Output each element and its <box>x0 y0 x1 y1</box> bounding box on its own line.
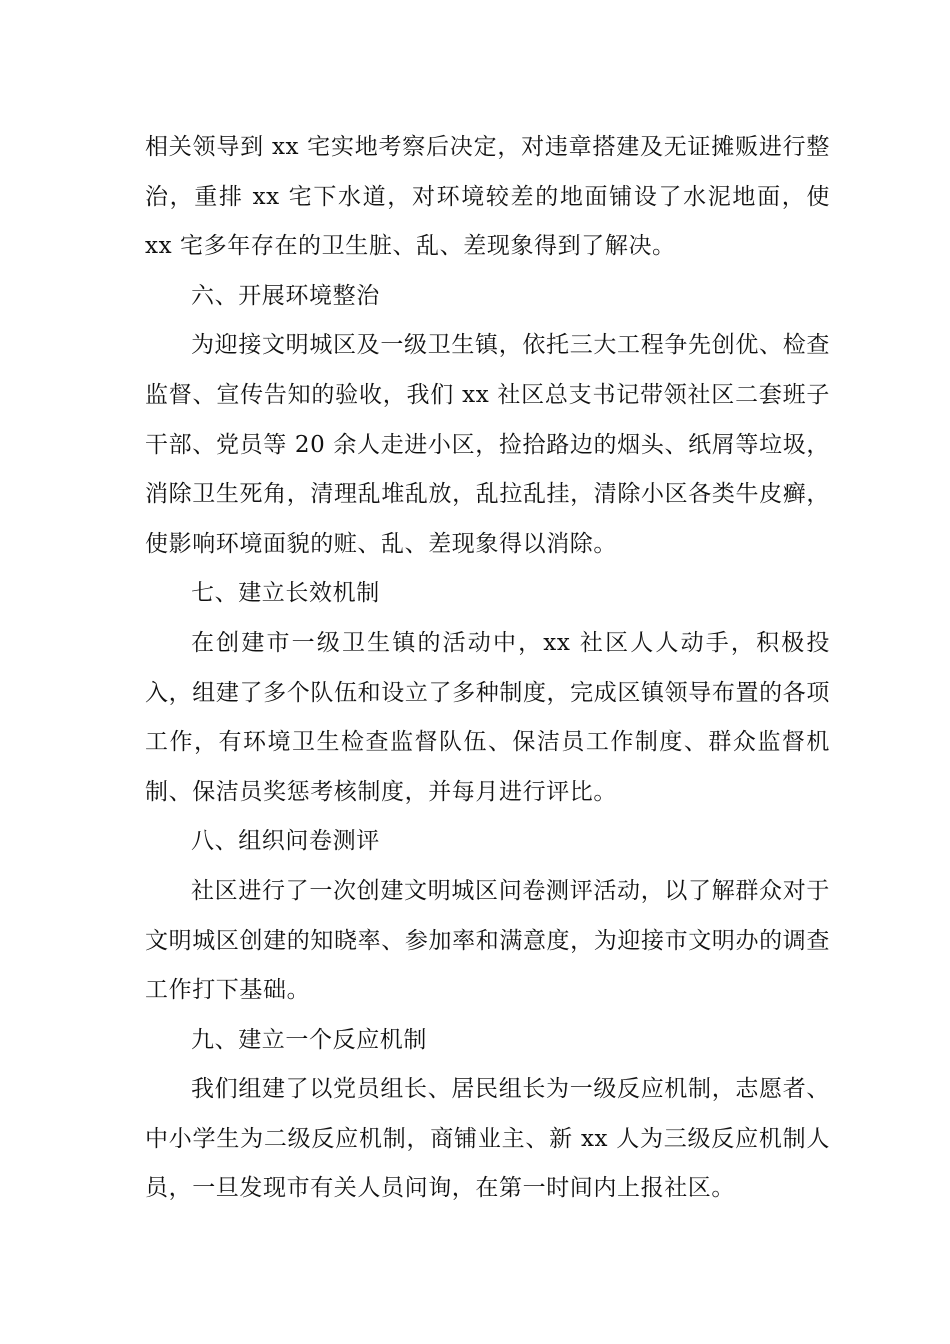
section-heading-8: 八、组织问卷测评 <box>191 828 380 855</box>
paragraph-response-mechanism: 我们组建了以党员组长、居民组长为一级反应机制，志愿者、中小学生为二级反应机制，商铺业主、新 xx 人为三级反应机制人员，一旦发现市有关人员问询，在第一时间内上报社区。 <box>145 1076 830 1202</box>
paragraph-long-term-mechanism: 在创建市一级卫生镇的活动中，xx 社区人人动手，积极投入，组建了多个队伍和设立了多种制度，完成区镇领导布置的各项工作，有环境卫生检查监督队伍、保洁员工作制度、群众监督机制、保洁员奖惩考核制度，并每月进行评比。 <box>145 629 830 805</box>
section-heading-7: 七、建立长效机制 <box>191 580 380 607</box>
paragraph-environment-cleanup: 为迎接文明城区及一级卫生镇，依托三大工程争先创优、检查监督、宣传告知的验收，我们 xx 社区总支书记带领社区二套班子干部、党员等 20 余人走进小区，捡拾路边的烟头、纸屑等垃圾，消除卫生死角，清理乱堆乱放，乱拉乱挂，清除小区各类牛皮癣，使影响环境面貌的赃、乱、差现象得以消除。 <box>145 332 830 557</box>
paragraph-continuation: 相关领导到 xx 宅实地考察后决定，对违章搭建及无证摊贩进行整治，重排 xx 宅下水道，对环境较差的地面铺设了水泥地面，使 xx 宅多年存在的卫生脏、乱、差现象得到了解决。 <box>145 134 830 260</box>
paragraph-questionnaire: 社区进行了一次创建文明城区问卷测评活动，以了解群众对于文明城区创建的知晓率、参加率和满意度，为迎接市文明办的调查工作打下基础。 <box>145 877 830 1004</box>
section-heading-6: 六、开展环境整治 <box>191 282 380 309</box>
section-heading-9: 九、建立一个反应机制 <box>191 1026 427 1053</box>
document-body <box>145 123 830 1214</box>
